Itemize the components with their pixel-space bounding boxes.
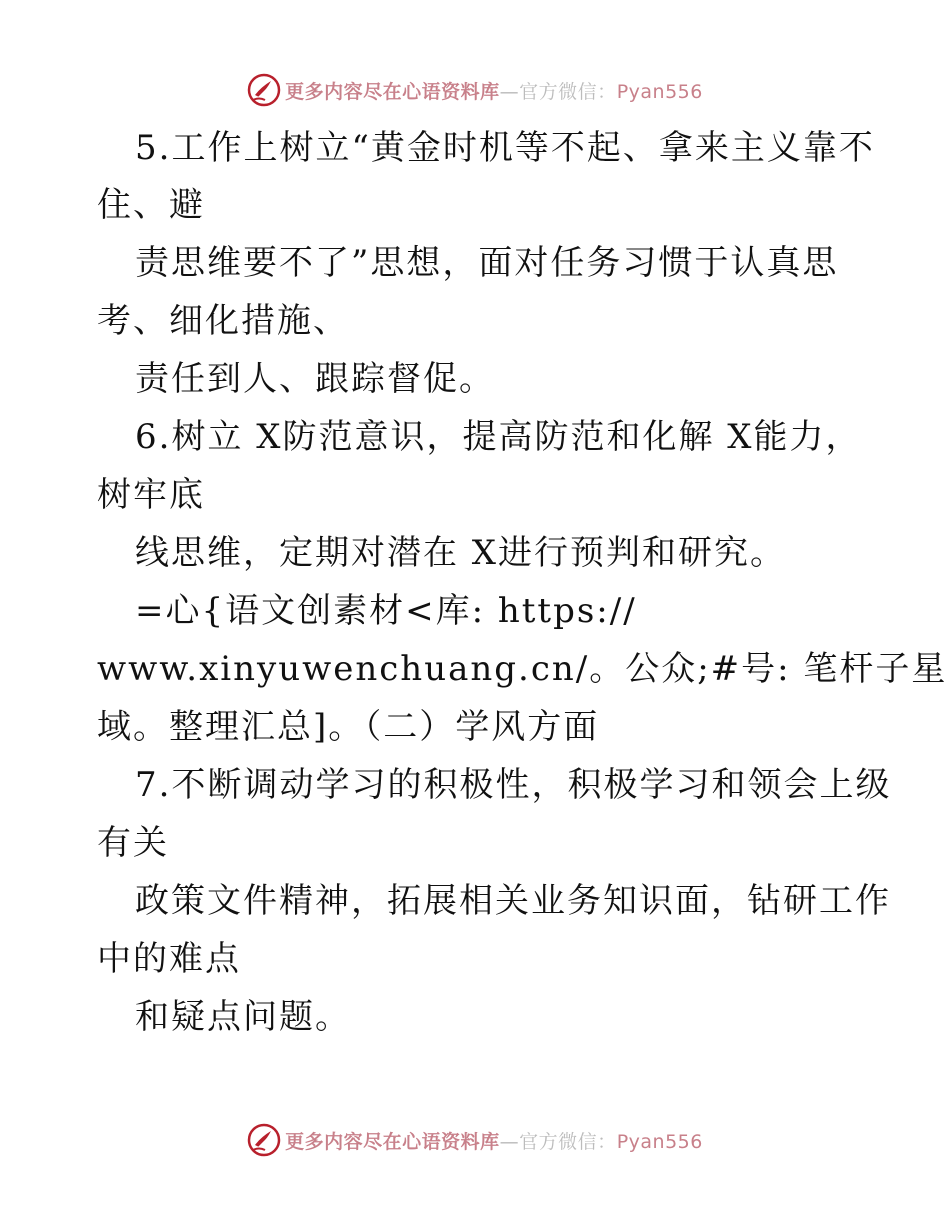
banner-text	[285, 77, 703, 104]
footer-banner	[0, 1120, 950, 1160]
text-line: 树牢底	[97, 475, 205, 515]
text-line: 5.工作上树立“黄金时机等不起、拿来主义靠不	[135, 128, 875, 168]
text-line: www.xinyuwenchuang.cn/。公众;#号: 笔杆子星	[97, 649, 948, 689]
text-line: 责思维要不了”思想，面对任务习惯于认真思	[135, 243, 839, 283]
book-quill-logo-icon	[247, 1123, 281, 1157]
text-line: 政策文件精神，拓展相关业务知识面，钻研工作	[135, 881, 891, 921]
banner-official-label: 官方微信：	[519, 1130, 617, 1153]
text-line: 住、避	[97, 185, 205, 225]
text-line: 有关	[97, 823, 169, 863]
header-banner	[0, 70, 950, 110]
text-line: 和疑点问题。	[135, 997, 351, 1037]
text-line: 域。整理汇总]。（二）学风方面	[97, 707, 600, 747]
text-line: =心{语文创素材<库: https://	[135, 591, 637, 631]
banner-main-text: 更多内容尽在心语资料库	[285, 80, 500, 103]
banner-handle: Pyan556	[616, 1130, 703, 1153]
text-line: 中的难点	[97, 939, 241, 979]
text-line: 线思维，定期对潜在 X进行预判和研究。	[135, 533, 787, 573]
text-line: 6.树立 X防范意识，提高防范和化解 X能力，	[135, 417, 862, 457]
text-line: 责任到人、跟踪督促。	[135, 359, 495, 399]
banner-text	[285, 1127, 703, 1154]
banner-official-label: 官方微信：	[519, 80, 617, 103]
banner-main-text: 更多内容尽在心语资料库	[285, 1130, 500, 1153]
text-line: 考、细化措施、	[97, 301, 349, 341]
banner-dash: —	[499, 1130, 520, 1153]
banner-dash: —	[499, 80, 520, 103]
text-line: 7.不断调动学习的积极性，积极学习和领会上级	[135, 765, 892, 805]
book-quill-logo-icon	[247, 73, 281, 107]
banner-handle: Pyan556	[616, 80, 703, 103]
